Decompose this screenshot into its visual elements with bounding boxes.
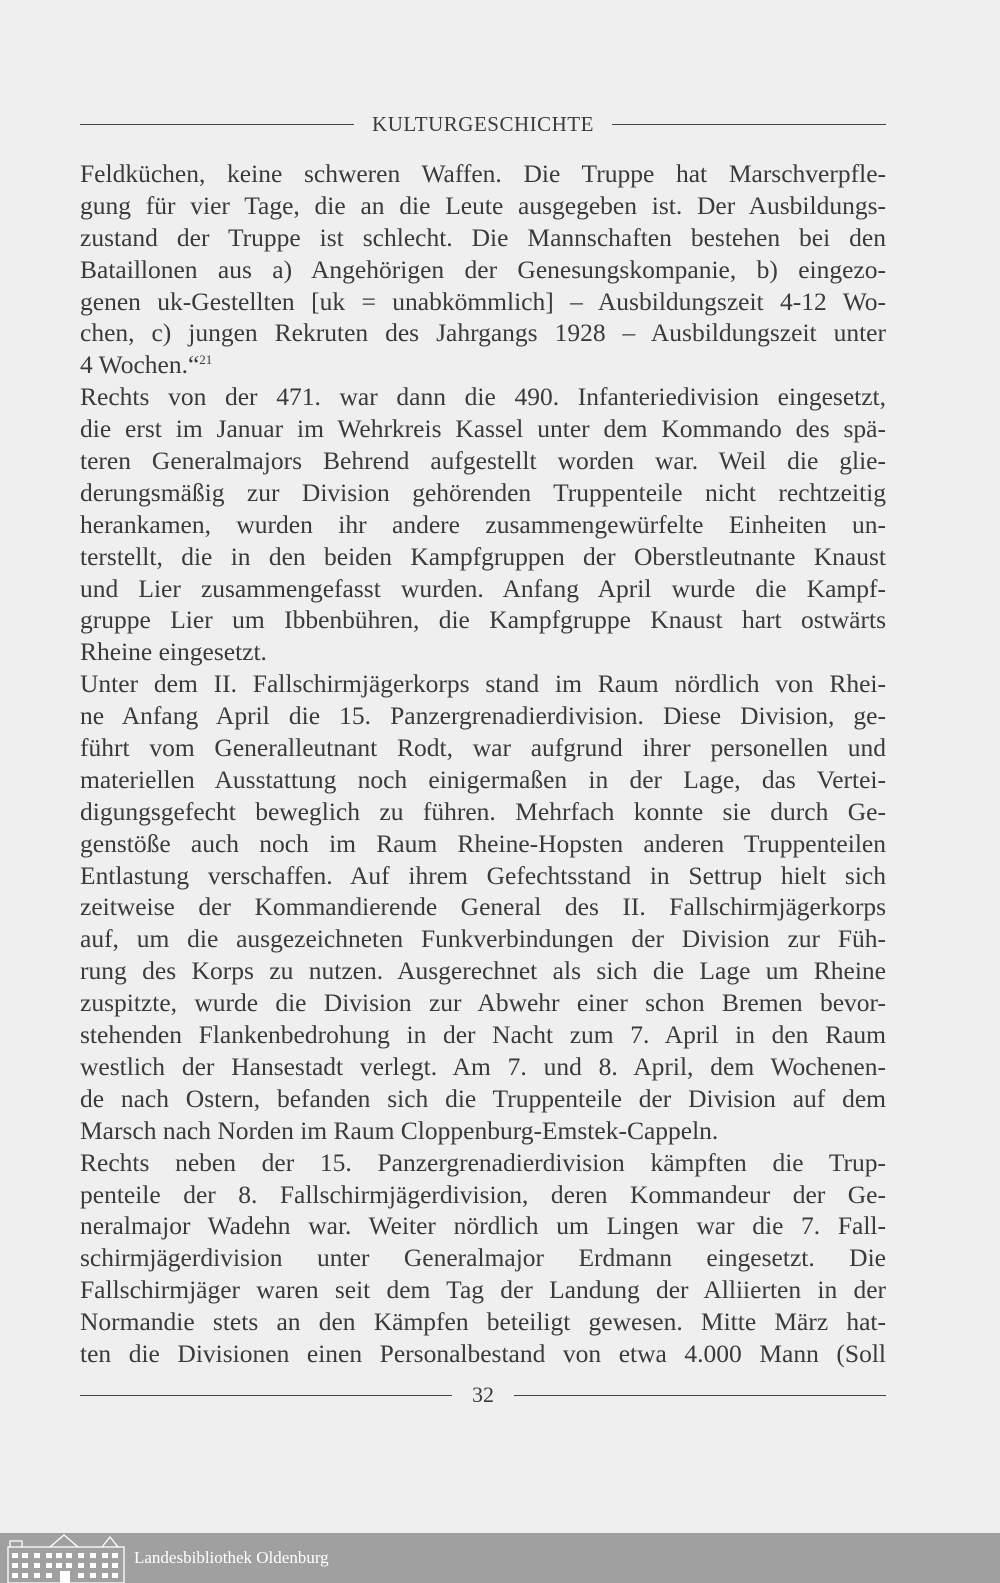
line-text: zuspitzte, wurde die Division zur Abwehr einer schon Bremen bevor- [80, 988, 886, 1018]
line-text: ne Anfang April die 15. Panzergrenadierdivision. Diese Division, ge- [80, 701, 886, 731]
line-text: und Lier zusammengefasst wurden. Anfang April wurde die Kampf- [80, 573, 886, 603]
line-text: Normandie stets an den Kämpfen beteiligt gewesen. Mitte März hat- [80, 1307, 886, 1337]
line-text: zeitweise der Kommandierende General des II. Fallschirmjägerkorps [80, 892, 886, 922]
line-text: ten die Divisionen einen Personalbestand von etwa 4.000 Mann (Soll [80, 1338, 886, 1368]
line-text: rung des Korps zu nutzen. Ausgerechnet als sich die Lage um Rheine [80, 956, 886, 986]
text-line [80, 222, 886, 254]
header-rule-right [612, 124, 886, 125]
line-text: Entlastung verschaffen. Auf ihrem Gefechtsstand in Settrup hielt sich [80, 860, 886, 890]
text-line [80, 1210, 886, 1242]
line-text: derungsmäßig zur Division gehörenden Truppenteile nicht rechtzeitig [80, 477, 886, 507]
line-text: digungsgefecht beweglich zu führen. Mehrfach konnte sie durch Ge- [80, 796, 886, 826]
text-line [80, 987, 886, 1019]
text-line [80, 1274, 886, 1306]
text-line [80, 445, 886, 477]
page-footer [80, 1382, 886, 1408]
footer-rule-right [514, 1395, 886, 1396]
line-text: teren Generalmajors Behrend aufgestellt worden war. Weil die glie- [80, 446, 886, 476]
line-text: Feldküchen, keine schweren Waffen. Die Truppe hat Marschverpfle- [80, 159, 886, 188]
line-text: führt vom Generalleutnant Rodt, war aufgrund ihrer personellen und [80, 733, 886, 763]
text-line [80, 955, 886, 987]
text-line [80, 1179, 886, 1211]
text-line [80, 860, 886, 892]
library-name: Landesbibliothek Oldenburg [134, 1548, 329, 1567]
text-line [80, 1083, 886, 1115]
line-text: herankamen, wurden ihr andere zusammengewürfelte Einheiten un- [80, 509, 886, 539]
line-text: genstöße auch noch im Raum Rheine-Hopsten anderen Truppenteilen [80, 828, 886, 858]
line-text: gung für vier Tage, die an die Leute ausgegeben ist. Der Ausbildungs- [80, 190, 886, 220]
text-line [80, 573, 886, 605]
text-line [80, 509, 886, 541]
text-line [80, 286, 886, 318]
text-line [80, 668, 886, 700]
text-line [80, 732, 886, 764]
text-line [80, 604, 886, 636]
text-line [80, 1051, 886, 1083]
line-text: Bataillonen aus a) Angehörigen der Genesungskompanie, b) eingezo- [80, 254, 886, 284]
line-text: chen, c) jungen Rekruten des Jahrgangs 1928 – Ausbildungszeit unter [80, 318, 886, 348]
line-text: de nach Ostern, befanden sich die Truppenteile der Division auf dem [80, 1083, 886, 1113]
line-text: stehenden Flankenbedrohung in der Nacht zum 7. April in den Raum [80, 1020, 886, 1050]
footer-rule-left [80, 1395, 452, 1396]
text-line [80, 636, 886, 668]
line-text: Rechts von der 471. war dann die 490. Infanteriedivision eingesetzt, [80, 382, 886, 412]
line-text: materiellen Ausstattung noch einigermaßen in der Lage, das Vertei- [80, 764, 886, 794]
text-line [80, 923, 886, 955]
line-text: neralmajor Wadehn war. Weiter nördlich um Lingen war die 7. Fall- [80, 1211, 886, 1241]
body-text [80, 158, 886, 1370]
text-line [80, 891, 886, 923]
text-line [80, 1115, 886, 1147]
text-line [80, 190, 886, 222]
line-text: westlich der Hansestadt verlegt. Am 7. und 8. April, dem Wochenen- [80, 1051, 886, 1081]
line-text: die erst im Januar im Wehrkreis Kassel unter dem Kommando des spä- [80, 414, 886, 444]
text-line [80, 1306, 886, 1338]
running-header [80, 110, 886, 138]
text-line [80, 317, 886, 349]
line-text: genen uk-Gestellten [uk = unabkömmlich] – Ausbildungszeit 4-12 Wo- [80, 286, 886, 316]
line-text: auf, um die ausgezeichneten Funkverbindungen der Division zur Füh- [80, 924, 886, 954]
line-text: penteile der 8. Fallschirmjägerdivision, deren Kommandeur der Ge- [80, 1179, 886, 1209]
text-line [80, 381, 886, 413]
line-text: Fallschirmjäger waren seit dem Tag der Landung der Alliierten in der [80, 1275, 886, 1305]
header-rule-left [80, 124, 354, 125]
line-text: Rheine eingesetzt. [80, 637, 267, 667]
text-line [80, 764, 886, 796]
text-line [80, 541, 886, 573]
text-line [80, 349, 886, 381]
line-text: schirmjägerdivision unter Generalmajor Erdmann eingesetzt. Die [80, 1243, 886, 1273]
text-line [80, 828, 886, 860]
page-number: 32 [472, 1382, 494, 1407]
library-banner [0, 1533, 1000, 1583]
header-title: KULTURGESCHICHTE [372, 111, 594, 136]
text-line [80, 477, 886, 509]
line-text: gruppe Lier um Ibbenbühren, die Kampfgruppe Knaust hart ostwärts [80, 605, 886, 635]
text-line [80, 158, 886, 190]
library-building-icon [4, 1533, 126, 1583]
line-text: terstellt, die in den beiden Kampfgruppen der Oberstleutnante Knaust [80, 541, 886, 571]
text-line [80, 1242, 886, 1274]
text-line [80, 700, 886, 732]
text-line [80, 1019, 886, 1051]
line-text: Marsch nach Norden im Raum Cloppenburg-Emstek-Cappeln. [80, 1115, 719, 1145]
line-text: 4 Wochen.“ [80, 350, 200, 380]
text-line [80, 796, 886, 828]
text-line [80, 254, 886, 286]
text-line [80, 413, 886, 445]
footnote-marker[interactable]: 21 [199, 352, 213, 368]
line-text: Rechts neben der 15. Panzergrenadierdivision kämpften die Trup- [80, 1147, 886, 1177]
text-line [80, 1338, 886, 1370]
text-line [80, 1147, 886, 1179]
line-text: zustand der Truppe ist schlecht. Die Mannschaften bestehen bei den [80, 222, 886, 252]
line-text: Unter dem II. Fallschirmjägerkorps stand im Raum nördlich von Rhei- [80, 669, 886, 699]
